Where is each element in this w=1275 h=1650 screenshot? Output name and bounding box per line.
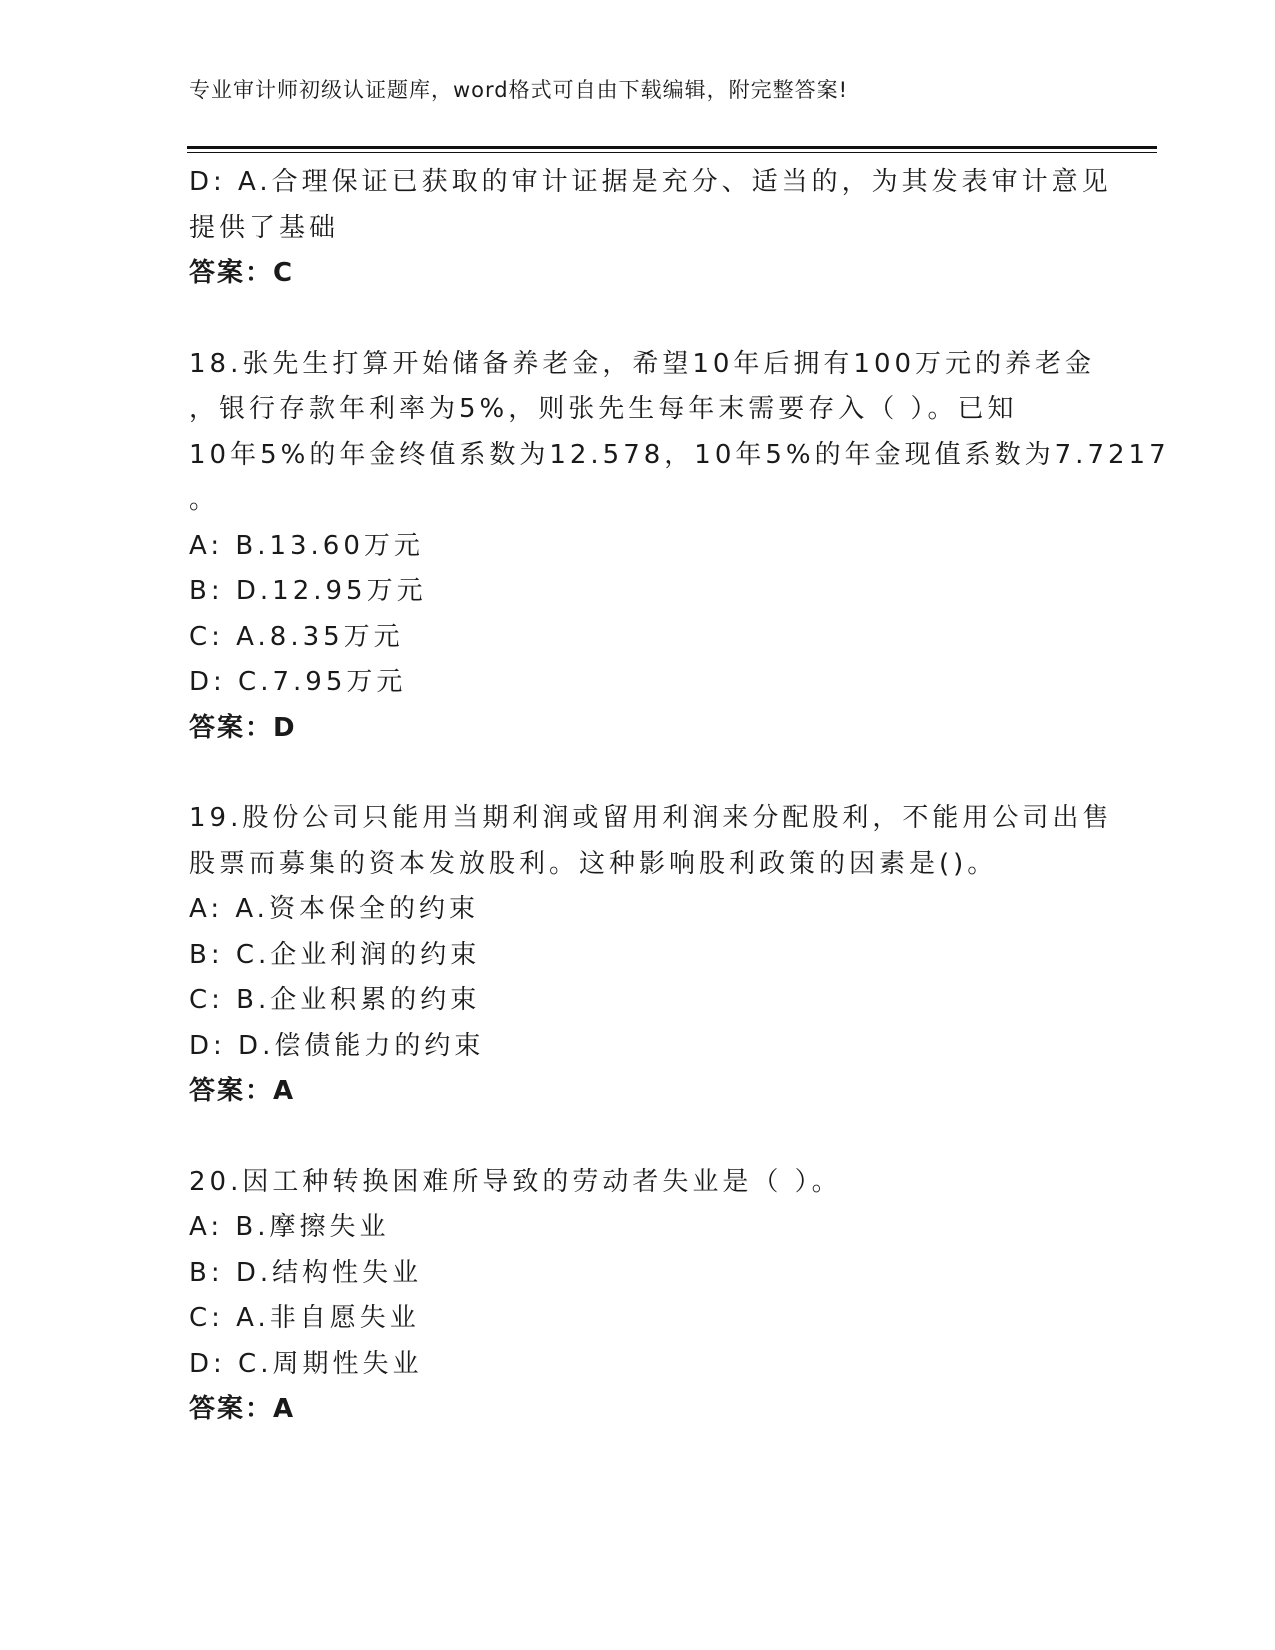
header-divider-thin xyxy=(187,152,1157,153)
question-20 xyxy=(189,1160,1089,1433)
question-stem-line: 19.股份公司只能用当期利润或留用利润来分配股利，不能用公司出售 xyxy=(189,803,1113,833)
question-19 xyxy=(189,796,1113,1115)
question-stem-line: 20.因工种转换困难所导致的劳动者失业是（ ）。 xyxy=(189,1166,842,1197)
question-18 xyxy=(189,342,1170,752)
option-c: C: A.8.35万元 xyxy=(189,621,404,652)
answer: 答案：A xyxy=(189,1394,296,1424)
option-a: A: B.摩擦失业 xyxy=(189,1212,390,1242)
option-b: B: D.结构性失业 xyxy=(189,1257,423,1288)
option-d: D: C.7.95万元 xyxy=(189,667,407,697)
option-d-line-2: 提供了基础 xyxy=(189,212,340,243)
option-d-line-1: D: A.合理保证已获取的审计证据是充分、适当的，为其发表审计意见 xyxy=(189,167,1112,197)
option-a: A: B.13.60万元 xyxy=(189,530,424,561)
option-a: A: A.资本保全的约束 xyxy=(189,894,479,924)
question-stem-line: 18.张先生打算开始储备养老金，希望10年后拥有100万元的养老金 xyxy=(189,348,1096,379)
option-d: D: C.周期性失业 xyxy=(189,1348,423,1379)
question-content xyxy=(189,160,1170,1433)
question-stem-line: 股票而募集的资本发放股利。这种影响股利政策的因素是()。 xyxy=(189,848,998,879)
answer: 答案：C xyxy=(189,258,295,288)
option-d: D: D.偿债能力的约束 xyxy=(189,1030,485,1061)
answer: 答案：D xyxy=(189,712,297,743)
page-header: 专业审计师初级认证题库，word格式可自由下载编辑，附完整答案! xyxy=(189,78,849,102)
question-17-tail xyxy=(189,160,1112,297)
option-c: C: B.企业积累的约束 xyxy=(189,985,481,1015)
option-b: B: D.12.95万元 xyxy=(189,576,427,606)
question-stem-line: 。 xyxy=(189,485,220,515)
answer: 答案：A xyxy=(189,1076,296,1106)
header-divider xyxy=(187,146,1157,149)
question-stem-line: 10年5%的年金终值系数为12.578，10年5%的年金现值系数为7.7217 xyxy=(189,439,1170,470)
option-b: B: C.企业利润的约束 xyxy=(189,939,481,970)
question-stem-line: ，银行存款年利率为5%，则张先生每年末需要存入（ ）。已知 xyxy=(189,394,1018,424)
option-c: C: A.非自愿失业 xyxy=(189,1303,420,1333)
